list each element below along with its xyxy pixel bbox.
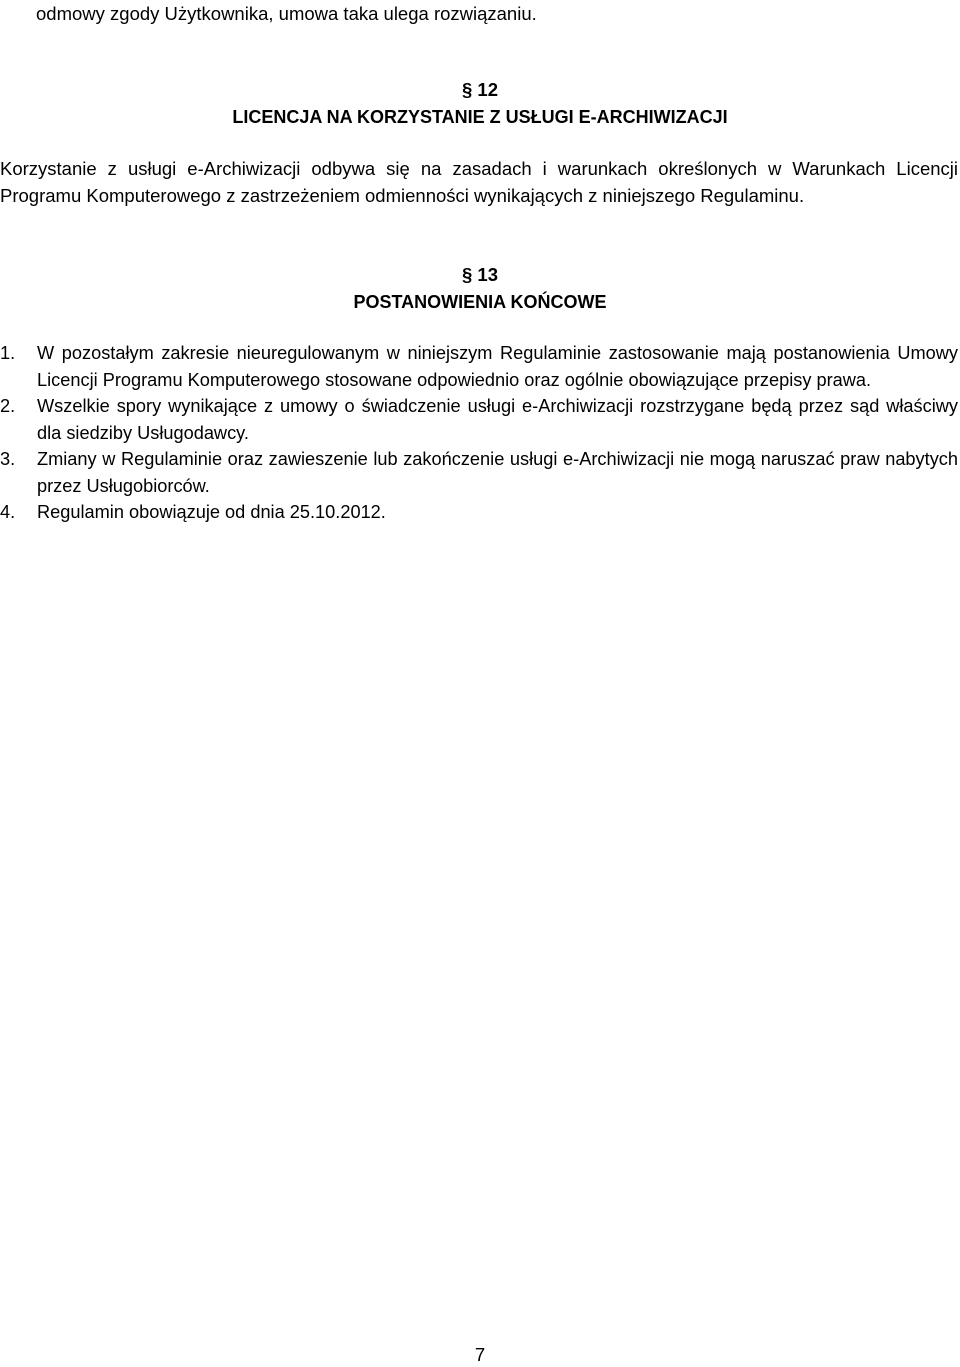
list-item — [0, 499, 958, 526]
list-item-number: 4. — [0, 502, 16, 522]
section-12-heading: LICENCJA NA KORZYSTANIE Z USŁUGI E-ARCHIWIZACJI — [232, 107, 728, 127]
section-12-paragraph: Korzystanie z usługi e-Archiwizacji odbywa się na zasadach i warunkach określonych w Warunkach Licencji Programu Komputerowego z zastrzeżeniem odmienności wynikających z niniejszego Regulaminu. — [0, 158, 958, 206]
list-item-number: 2. — [0, 396, 16, 416]
list-item — [0, 393, 958, 446]
final-provisions-list — [0, 340, 958, 526]
list-item-text: Regulamin obowiązuje od dnia 25.10.2012. — [37, 502, 386, 522]
page-number: 7 — [474, 1344, 486, 1365]
section-13-heading: POSTANOWIENIA KOŃCOWE — [353, 292, 607, 312]
list-item-text: W pozostałym zakresie nieuregulowanym w niniejszym Regulaminie zastosowanie mają postanowienia Umowy Licencji Programu Komputerowego stosowane odpowiednio oraz ogólnie obowiązujące przepisy prawa. — [37, 343, 958, 390]
list-item-text: Zmiany w Regulaminie oraz zawieszenie lub zakończenie usługi e-Archiwizacji nie mogą naruszać praw nabytych przez Usługobiorców. — [37, 449, 958, 496]
section-13-number: § 13 — [461, 264, 498, 285]
continuation-text: odmowy zgody Użytkownika, umowa taka ulega rozwiązaniu. — [36, 3, 537, 24]
list-item — [0, 446, 958, 499]
list-item-number: 3. — [0, 449, 16, 469]
list-item-number: 1. — [0, 343, 16, 363]
section-12-number: § 12 — [461, 79, 498, 100]
list-item — [0, 340, 958, 393]
list-item-text: Wszelkie spory wynikające z umowy o świadczenie usługi e-Archiwizacji rozstrzygane będą przez sąd właściwy dla siedziby Usługodawcy. — [37, 396, 958, 443]
